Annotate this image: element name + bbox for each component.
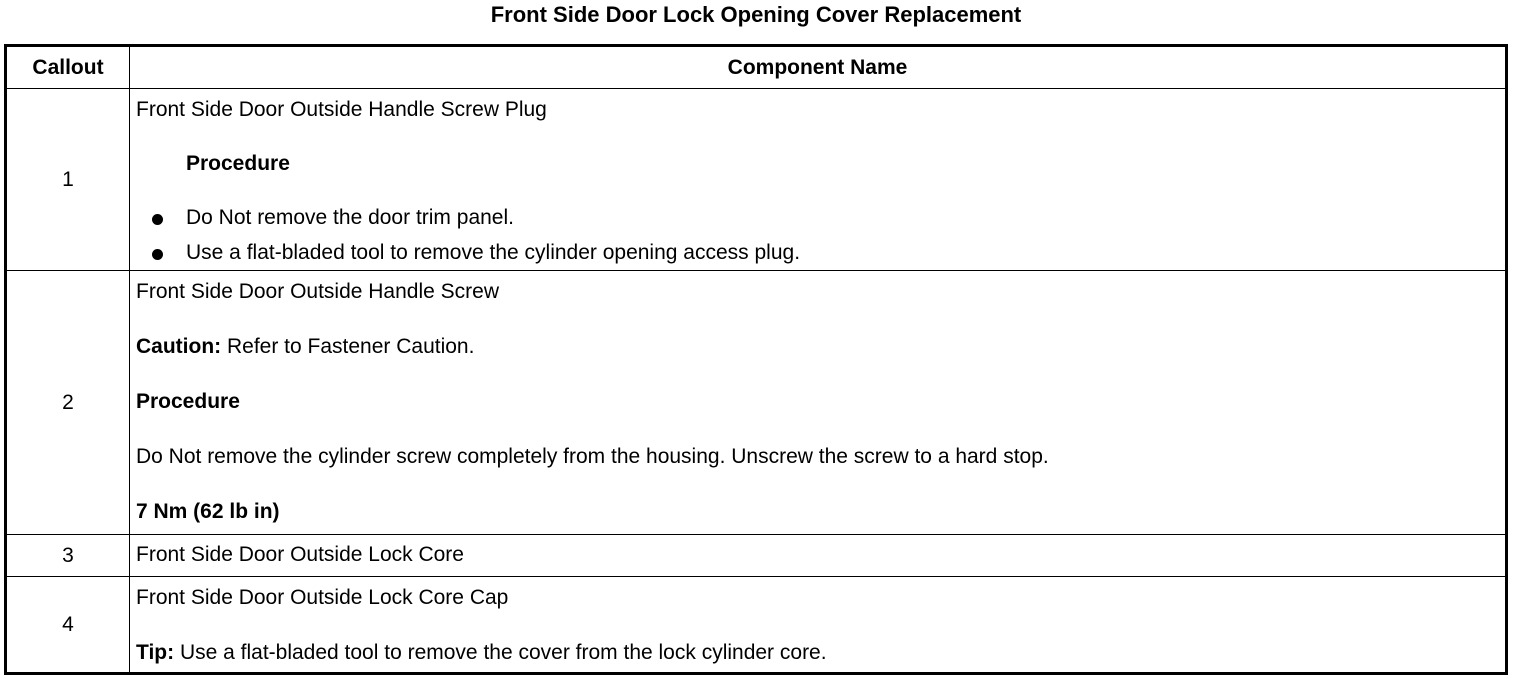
caution-line — [136, 334, 474, 360]
header-component-name: Component Name — [727, 55, 908, 79]
component-cell — [130, 535, 1505, 577]
component-table — [4, 44, 1508, 675]
page-title: Front Side Door Lock Opening Cover Replacement — [490, 2, 1022, 27]
callout-cell: 1 — [7, 89, 130, 271]
table-header-row — [7, 47, 1505, 88]
callout-cell: 3 — [7, 535, 130, 577]
component-name: Front Side Door Outside Handle Screw Plug — [136, 98, 547, 121]
tip-line — [136, 640, 827, 666]
table-row — [7, 88, 1505, 271]
bullet-icon — [152, 214, 163, 225]
component-cell — [130, 271, 1505, 535]
table-row — [7, 576, 1505, 673]
header-callout: Callout — [7, 47, 130, 88]
caution-text: Refer to Fastener Caution. — [221, 335, 475, 358]
callout-cell: 2 — [7, 271, 130, 535]
callout-cell: 4 — [7, 577, 130, 673]
table-row — [7, 534, 1505, 577]
component-name: Front Side Door Outside Handle Screw — [136, 280, 499, 303]
component-cell — [130, 89, 1505, 271]
component-name: Front Side Door Outside Lock Core — [136, 543, 464, 566]
bullet-item: Use a flat-bladed tool to remove the cylinder opening access plug. — [186, 241, 801, 264]
bullet-icon — [152, 249, 163, 260]
procedure-label: Procedure — [186, 152, 290, 175]
caution-label: Caution: — [136, 335, 222, 358]
tip-text: Use a flat-bladed tool to remove the cover from the lock cylinder core. — [174, 641, 827, 664]
procedure-label: Procedure — [136, 390, 240, 413]
component-name: Front Side Door Outside Lock Core Cap — [136, 586, 509, 609]
tip-label: Tip: — [136, 641, 175, 664]
component-cell — [130, 577, 1505, 673]
bullet-item: Do Not remove the door trim panel. — [186, 206, 514, 229]
table-row — [7, 270, 1505, 535]
torque-spec: 7 Nm (62 lb in) — [136, 500, 280, 523]
procedure-text: Do Not remove the cylinder screw completely from the housing. Unscrew the screw to a hard stop. — [136, 445, 1049, 468]
